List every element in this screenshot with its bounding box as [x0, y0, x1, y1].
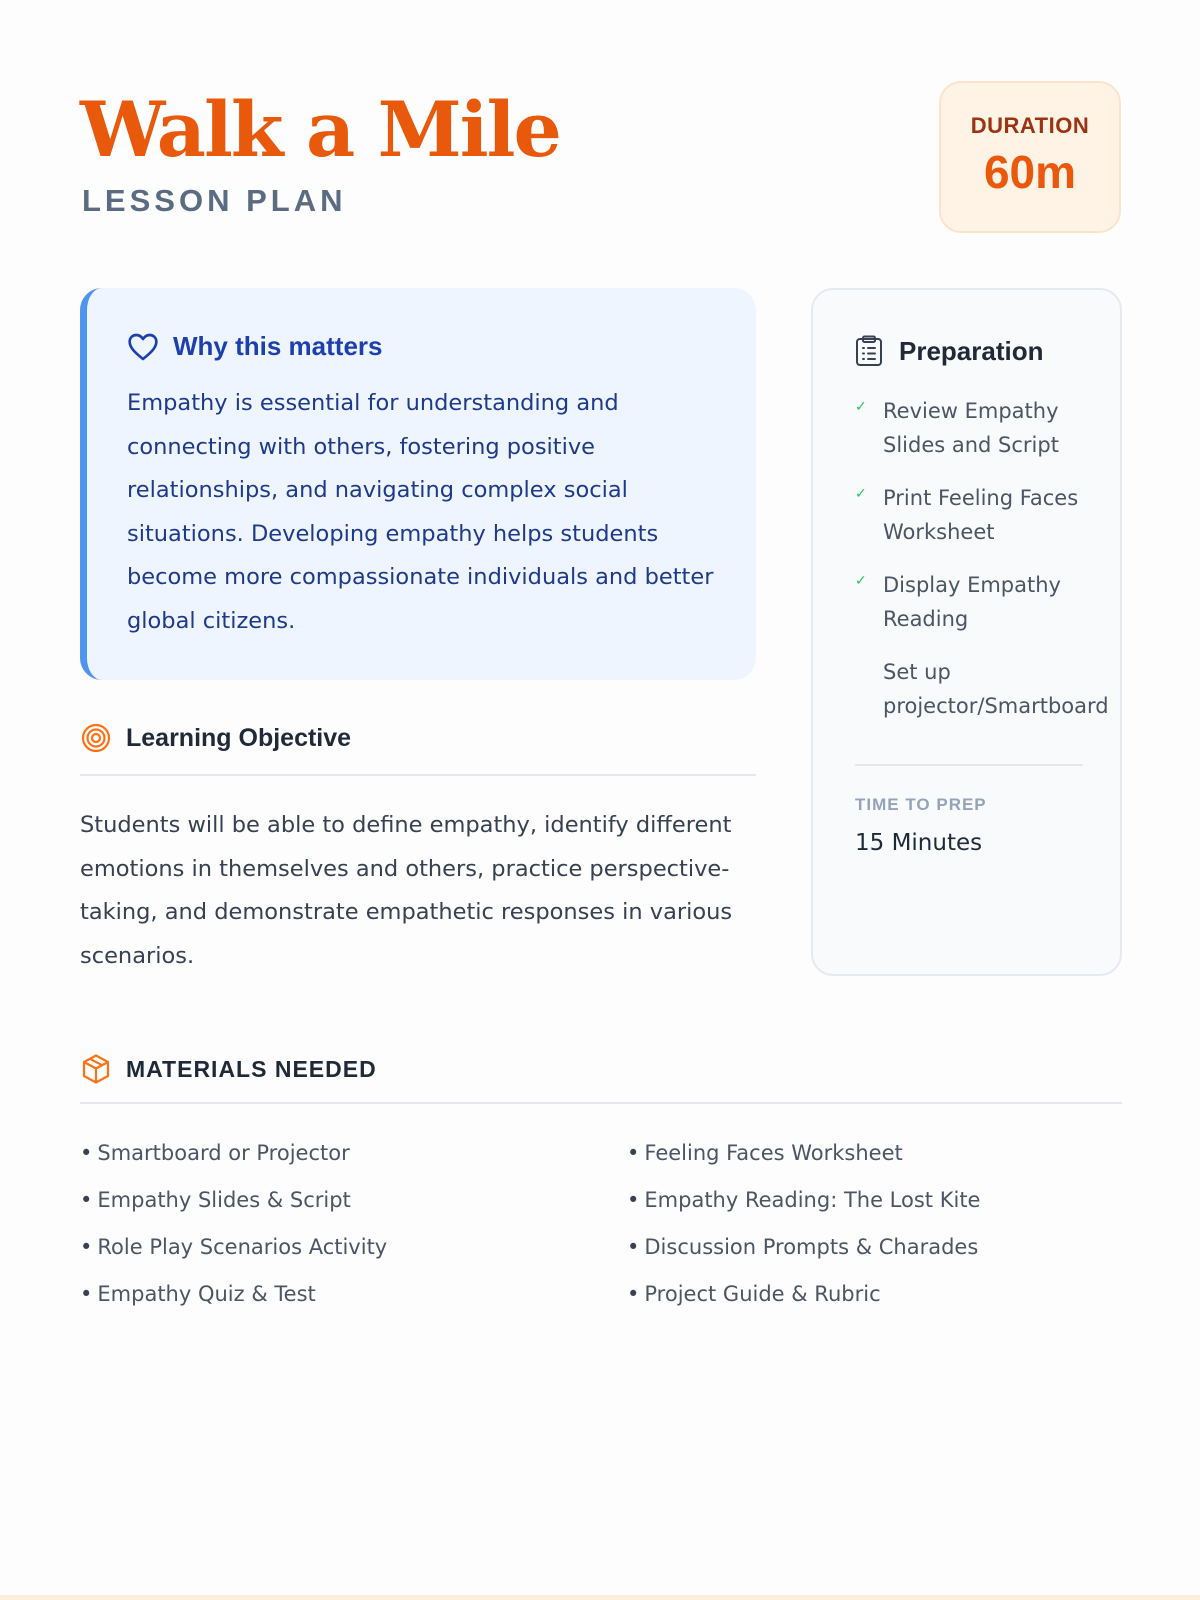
- learning-objective-heading-text: Learning Objective: [126, 723, 352, 752]
- preparation-item: [855, 394, 1115, 462]
- time-to-prep-label: TIME TO PREP: [855, 795, 987, 814]
- why-heading: [127, 331, 383, 362]
- materials-list-right: [627, 1130, 980, 1318]
- heart-icon: [127, 332, 159, 362]
- preparation-list: [855, 394, 1115, 742]
- material-item-text: Feeling Faces Worksheet: [644, 1141, 903, 1165]
- check-icon: ✓: [855, 399, 867, 415]
- clipboard-icon: [855, 335, 883, 367]
- material-item-text: Empathy Slides & Script: [97, 1188, 351, 1212]
- material-item: • Project Guide & Rubric: [627, 1282, 881, 1306]
- time-to-prep-value: 15 Minutes: [855, 830, 983, 856]
- why-body: Empathy is essential for understanding and connecting with others, fostering positive relationships, and navigating complex social situations. Developing empathy helps students become more compassionate individuals and better global citizens.: [127, 390, 714, 634]
- material-item: • Smartboard or Projector: [80, 1141, 350, 1165]
- preparation-item: [855, 481, 1115, 549]
- learning-objective-body: Students will be able to define empathy, identify different emotions in themselves and others, practice perspective-taking, and demonstrate empathetic responses in various scenarios.: [80, 812, 733, 969]
- materials-heading: [80, 1053, 377, 1085]
- material-item: • Discussion Prompts & Charades: [627, 1235, 979, 1259]
- material-item: • Empathy Quiz & Test: [80, 1282, 316, 1306]
- material-item: • Empathy Slides & Script: [80, 1188, 351, 1212]
- materials-divider: [80, 1102, 1122, 1104]
- material-item-text: Empathy Reading: The Lost Kite: [644, 1188, 981, 1212]
- material-item-text: Role Play Scenarios Activity: [97, 1235, 388, 1259]
- why-heading-text: Why this matters: [173, 331, 383, 361]
- preparation-item: [855, 655, 1115, 723]
- bottom-accent-strip: [0, 1595, 1200, 1600]
- learning-objective-heading: [80, 722, 351, 754]
- preparation-item-text: Review Empathy Slides and Script: [883, 399, 1059, 457]
- preparation-divider: [855, 764, 1083, 766]
- materials-heading-text: MATERIALS NEEDED: [126, 1055, 377, 1082]
- target-icon: [80, 722, 112, 754]
- duration-label: DURATION: [970, 113, 1090, 138]
- preparation-heading-text: Preparation: [899, 335, 1044, 366]
- material-item: • Empathy Reading: The Lost Kite: [627, 1188, 981, 1212]
- objective-divider: [80, 774, 756, 776]
- preparation-item-text: Display Empathy Reading: [883, 573, 1061, 631]
- check-icon: ✓: [855, 573, 867, 589]
- duration-value: 60m: [983, 146, 1077, 198]
- why-this-matters-card: [80, 288, 756, 680]
- box-icon: [80, 1053, 112, 1085]
- preparation-card: [811, 288, 1122, 976]
- preparation-item-text: Set up projector/Smartboard: [883, 660, 1109, 718]
- material-item-text: Smartboard or Projector: [97, 1141, 350, 1165]
- materials-list-left: [80, 1130, 387, 1318]
- preparation-item: [855, 568, 1115, 636]
- material-item: • Role Play Scenarios Activity: [80, 1235, 388, 1259]
- preparation-item-text: Print Feeling Faces Worksheet: [883, 486, 1079, 544]
- check-icon: ✓: [855, 486, 867, 502]
- preparation-heading: [855, 335, 1044, 367]
- material-item-text: Empathy Quiz & Test: [97, 1282, 316, 1306]
- duration-badge: [939, 81, 1121, 233]
- material-item-text: Discussion Prompts & Charades: [644, 1235, 979, 1259]
- material-item: • Feeling Faces Worksheet: [627, 1141, 903, 1165]
- page-title: Walk a Mile: [80, 85, 560, 174]
- page-subtitle: LESSON PLAN: [82, 183, 347, 218]
- material-item-text: Project Guide & Rubric: [644, 1282, 881, 1306]
